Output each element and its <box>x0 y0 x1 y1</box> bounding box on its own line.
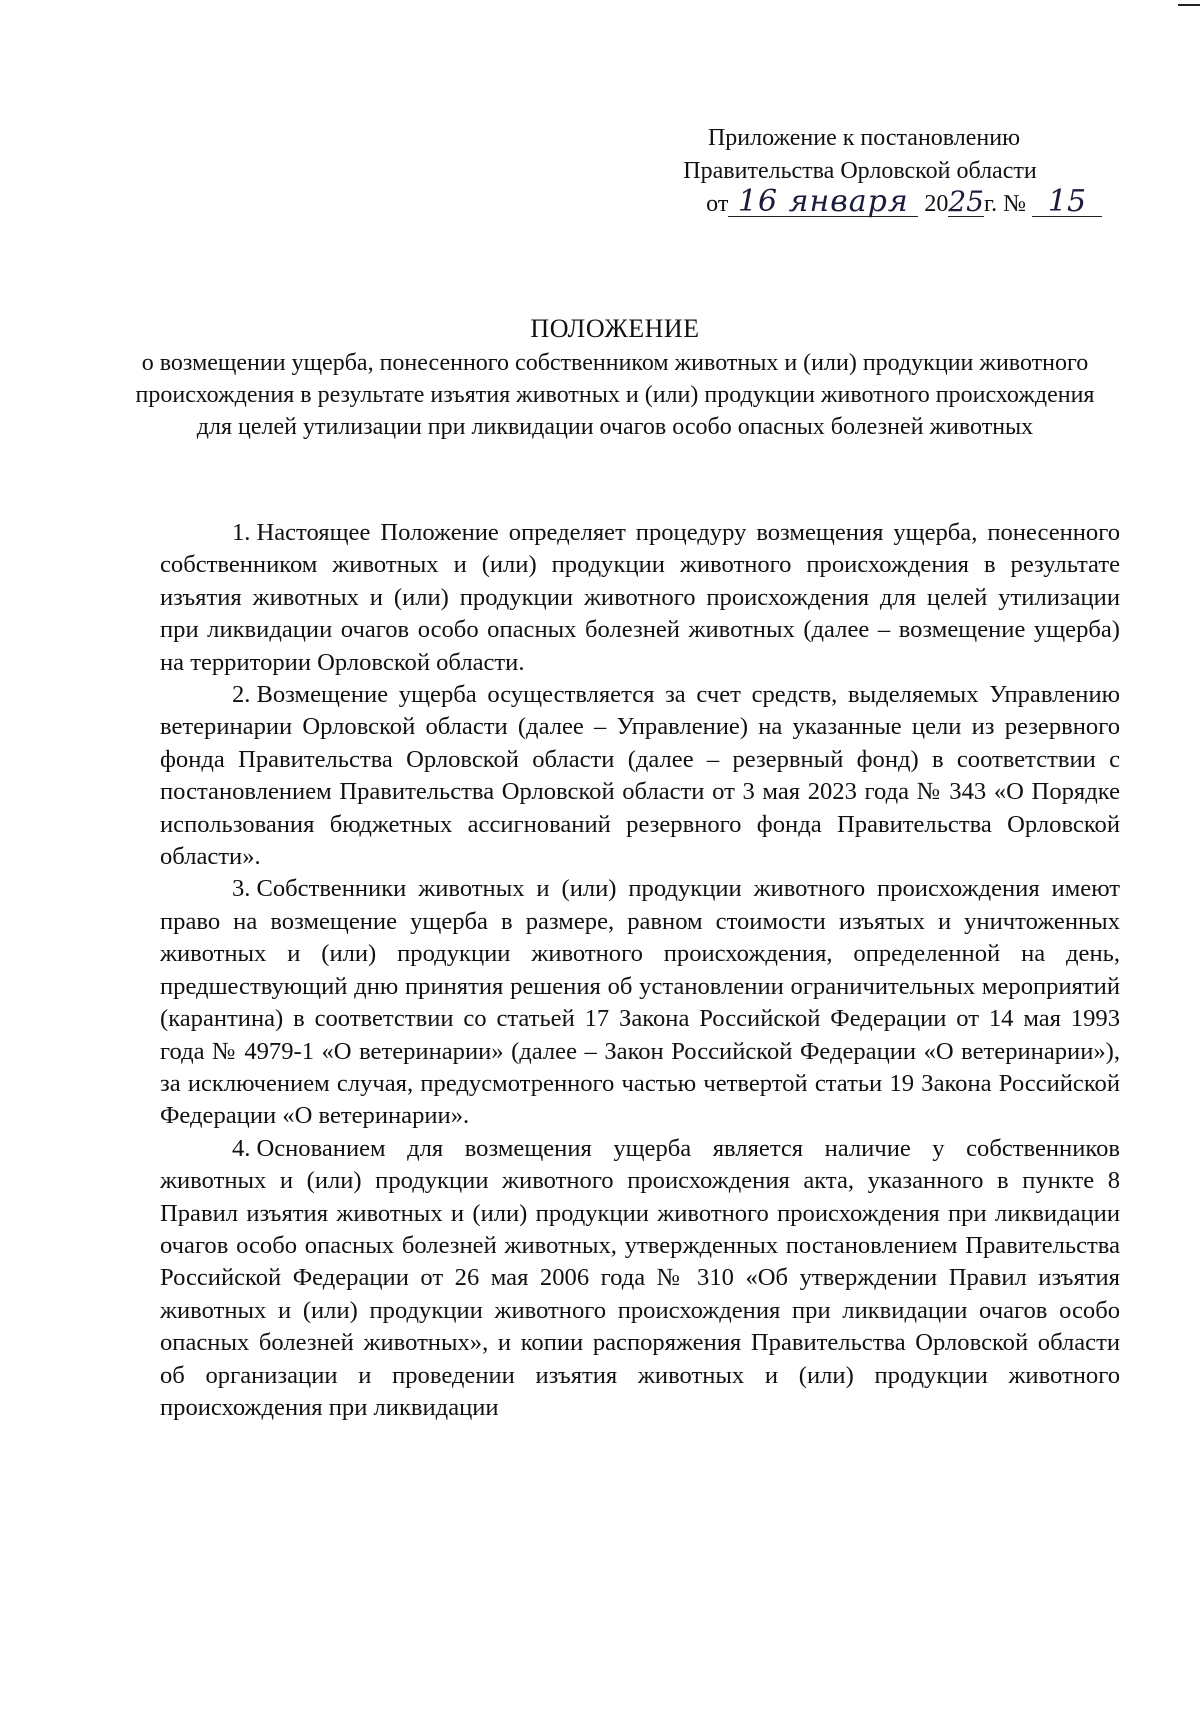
document-title <box>130 313 1100 443</box>
title-subtitle: о возмещении ущерба, понесенного собственником животных и (или) продукции животного происхождения в результате изъятия животных и (или) продукции животного происхождения для целей утилизации при ликвидации очагов особо опасных болезней животных <box>135 350 1095 440</box>
paragraph-number: 1. <box>232 519 251 546</box>
paragraph-1 <box>160 517 1120 679</box>
paragraph-number: 2. <box>232 681 251 709</box>
paragraph-text: Настоящее Положение определяет процедуру возмещения ущерба, понесенного собственником животных и (или) продукции животного происхождения в результате изъятия животных и (или) продукции животного происхождения для целей утилизации при ликвидации очагов особо опасных болезней животных (далее – возмещение ущерба) на территории Орловской области. <box>160 519 1120 676</box>
title-heading: ПОЛОЖЕНИЕ <box>530 314 700 343</box>
appendix-header <box>600 122 1120 221</box>
handwritten-year: 25 <box>948 185 984 218</box>
paragraph-text: Возмещение ущерба осуществляется за счет средств, выделяемых Управлению ветеринарии Орловской области (далее – Управление) на указанные цели из резервного фонда Правительства Орловской области (далее – резервный фонд) в соответствии с постановлением Правительства Орловской области от 3 мая 2023 года № 343 «О Порядке использования бюджетных ассигнований резервного фонда Правительства Орловской области». <box>160 681 1120 871</box>
year-number-marker: г. № <box>983 191 1026 217</box>
paragraph-number: 4. <box>232 1134 251 1162</box>
paragraph-2 <box>160 679 1120 873</box>
paragraph-text: Собственники животных и (или) продукции животного происхождения имеют право на возмещение ущерба в размере, равном стоимости изъятых и уничтоженных животных и (или) продукции животного происхождения, определенной на день, предшествующий дню принятия решения об установлении ограничительных мероприятий (карантина) в соответствии со статьей 17 Закона Российской Федерации от 14 мая 1993 года № 4979-1 «О ветеринарии» (далее – Закон Российской Федерации «О ветеринарии»), за исключением случая, предусмотренного частью четвертой статьи 19 Закона Российской Федерации «О ветеринарии». <box>160 875 1120 1130</box>
appendix-line-2: Правительства Орловской области <box>683 158 1037 184</box>
resolution-date-line <box>600 184 1120 221</box>
paragraph-text: Основанием для возмещения ущерба является наличие у собственников животных и (или) продукции животного происхождения акта, указанного в пункте 8 Правил изъятия животных и (или) продукции животного происхождения при ликвидации очагов особо опасных болезней животных, утвержденных постановлением Правительства Российской Федерации от 26 мая 2006 года № 310 «Об утверждении Правил изъятия животных и (или) продукции животного происхождения при ликвидации очагов особо опасных болезней животных», и копии распоряжения Правительства Орловской области об организации и проведении изъятия животных и (или) продукции животного происхождения при ликвидации <box>160 1134 1120 1421</box>
date-prefix: от <box>706 191 729 217</box>
paragraph-4 <box>160 1133 1120 1425</box>
paragraph-3 <box>160 873 1120 1132</box>
paragraph-number: 3. <box>232 875 251 903</box>
handwritten-day-month: 16 января <box>728 188 918 217</box>
handwritten-resolution-number: 15 <box>1032 188 1102 217</box>
appendix-line-1: Приложение к постановлению <box>707 125 1021 151</box>
corner-scan-mark <box>1178 4 1200 6</box>
year-prefix: 20 <box>924 191 949 217</box>
document-body <box>160 517 1120 1424</box>
